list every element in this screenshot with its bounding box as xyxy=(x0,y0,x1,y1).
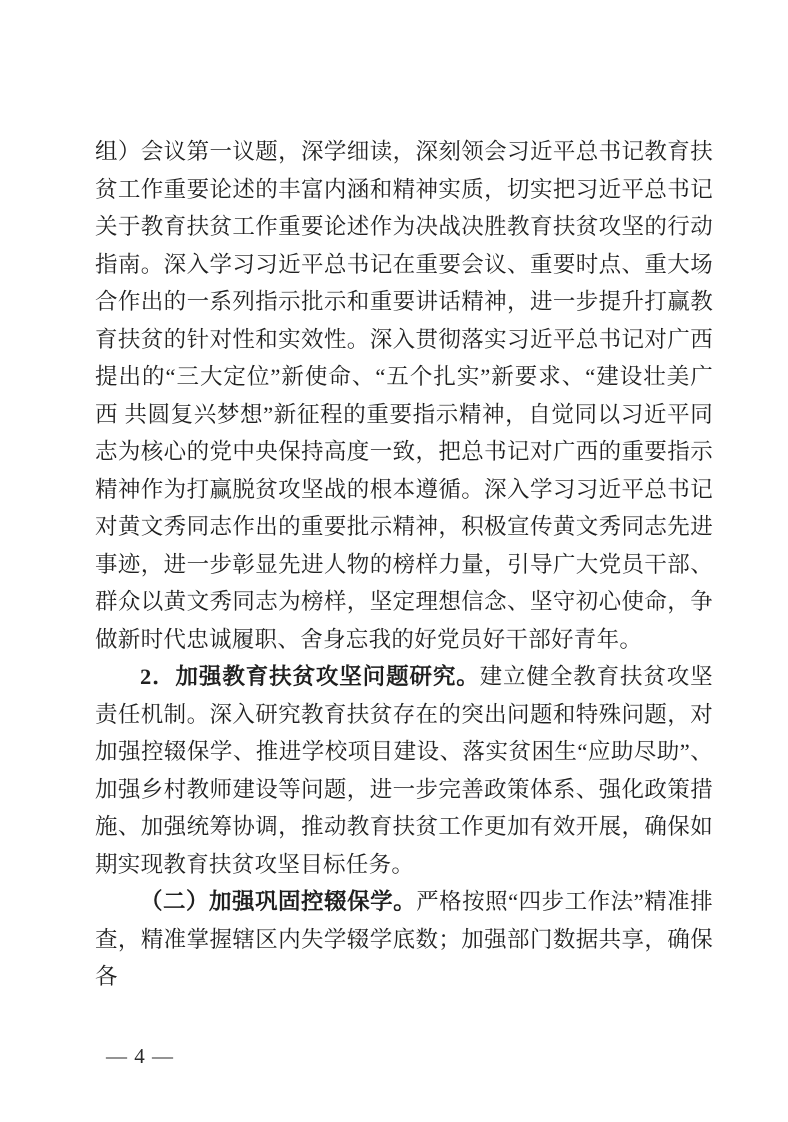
paragraph-text: 严格按照“四步工作法”精准排查，精准掌握辖区内失学辍学底数；加强部门数据共享，确保各 xyxy=(95,889,713,989)
page-number: — 4 — xyxy=(106,1044,174,1068)
paragraph-text: 建立健全教育扶贫攻坚责任机制。深入研究教育扶贫存在的突出问题和特殊问题，对加强控辍保学、推进学校项目建设、落实贫困生“应助尽助”、加强乡村教师建设等问题，进一步完善政策体系、强化政策措施、加强统筹协调，推动教育扶贫工作更加有效开展，确保如期实现教育扶贫攻坚目标任务。 xyxy=(95,664,713,877)
paragraph-section-2 xyxy=(95,883,713,996)
paragraph-item-2 xyxy=(95,658,713,883)
paragraph-text: 组）会议第一议题，深学细读，深刻领会习近平总书记教育扶贫工作重要论述的丰富内涵和精神实质，切实把习近平总书记关于教育扶贫工作重要论述作为决战决胜教育扶贫攻坚的行动指南。深入学习习近平总书记在重要会议、重要时点、重大场合作出的一系列指示批示和重要讲话精神，进一步提升打赢教育扶贫的针对性和实效性。深入贯彻落实习近平总书记对广西提出的“三大定位”新使命、“五个扎实”新要求、“建设壮美广西 共圆复兴梦想”新征程的重要指示精神，自觉同以习近平同志为核心的党中央保持高度一致，把总书记对广西的重要指示精神作为打赢脱贫攻坚战的根本遵循。深入学习习近平总书记对黄文秀同志作出的重要批示精神，积极宣传黄文秀同志先进事迹，进一步彰显先进人物的榜样力量，引导广大党员干部、群众以黄文秀同志为榜样，坚定理想信念、坚守初心使命，争做新时代忠诚履职、舍身忘我的好党员好干部好青年。 xyxy=(95,139,713,652)
paragraph-lead: （二）加强巩固控辍保学。 xyxy=(140,889,417,914)
page-footer xyxy=(106,1044,174,1069)
paragraph-continuation xyxy=(95,133,713,658)
paragraph-lead: 2．加强教育扶贫攻坚问题研究。 xyxy=(140,664,480,689)
document-body xyxy=(95,133,713,996)
